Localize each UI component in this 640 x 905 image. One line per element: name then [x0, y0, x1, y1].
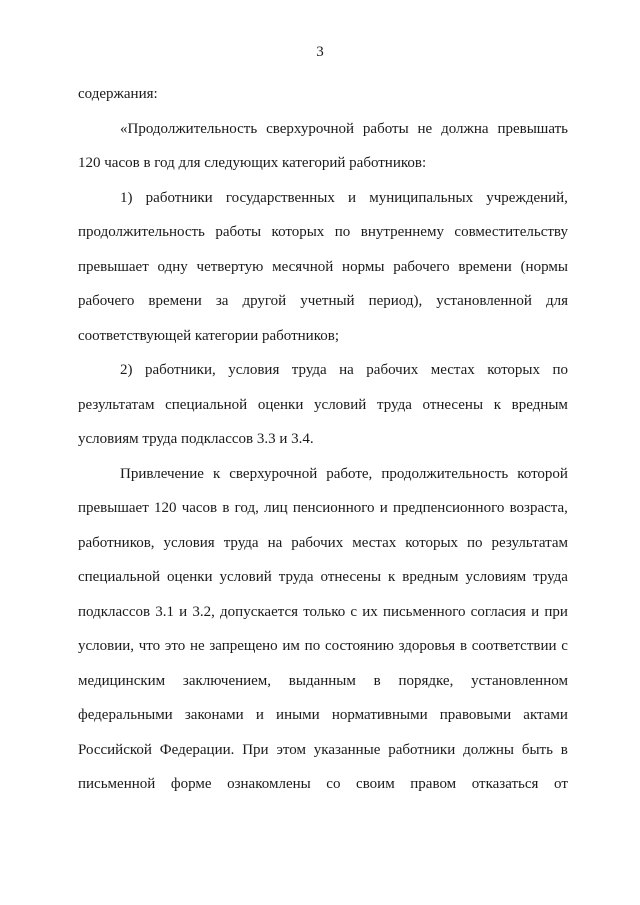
text-line: 120 часов в год для следующих категорий работников: — [78, 155, 427, 171]
word: которых — [271, 224, 325, 240]
word: на — [267, 534, 283, 551]
word: продолжительность — [78, 224, 205, 240]
text-line-justified — [78, 767, 568, 802]
word: «Продолжительность — [120, 120, 258, 137]
word: учреждений, — [486, 189, 568, 206]
word: письменного — [382, 603, 466, 620]
word: только — [303, 603, 346, 620]
word: работы — [215, 224, 262, 240]
word: которой — [517, 465, 568, 482]
word: работники — [388, 741, 456, 758]
text-line-justified — [78, 250, 568, 285]
word: рабочих — [366, 362, 419, 378]
word: не — [417, 120, 433, 137]
word: нормативными — [331, 707, 428, 723]
word: муниципальных — [369, 189, 474, 206]
word: установленном — [471, 672, 568, 689]
word: нормы — [342, 258, 385, 275]
word: 2) — [120, 362, 133, 378]
word: допускается — [220, 603, 299, 620]
word: возраста, — [509, 500, 568, 516]
word: оценки — [167, 569, 213, 585]
text-line: содержания: — [78, 86, 158, 102]
word: на — [339, 362, 354, 378]
word: их — [362, 603, 378, 620]
word: 1) — [120, 189, 133, 206]
word: результатам — [491, 534, 568, 551]
word: местах — [430, 362, 475, 378]
text-line-justified — [78, 284, 568, 319]
word: отнесены — [422, 396, 484, 413]
word: к — [212, 465, 221, 482]
word: четвертую — [196, 258, 264, 275]
text-line-justified — [78, 112, 568, 147]
text-line: соответствующей категории работников; — [78, 327, 339, 344]
word: соответствии — [471, 638, 557, 654]
word: за — [215, 293, 229, 309]
word: в — [222, 500, 230, 516]
word: времени — [148, 293, 202, 309]
word: федеральными — [78, 707, 173, 723]
word: правовыми — [439, 707, 512, 723]
word: по — [334, 224, 351, 240]
text-line-justified — [78, 388, 568, 423]
word: ознакомлены — [227, 776, 311, 792]
word: сверхурочной — [229, 465, 318, 482]
word: работники, — [144, 362, 216, 378]
word: условий — [219, 569, 272, 585]
word: (нормы — [520, 258, 568, 275]
word: результатам — [78, 396, 155, 413]
word: при — [544, 603, 568, 620]
word: медицинским — [78, 672, 166, 689]
word: здоровья — [398, 638, 456, 654]
word: указанные — [313, 741, 381, 758]
word: внутреннему — [360, 224, 444, 240]
word: заключением, — [182, 672, 272, 689]
word: согласия — [470, 603, 526, 620]
word: и — [531, 603, 540, 620]
word: работе, — [326, 465, 373, 482]
text-line-justified — [78, 526, 568, 561]
word: рабочего — [78, 293, 135, 309]
word: от — [554, 776, 568, 792]
word: отнесены — [320, 569, 382, 585]
word: иными — [276, 707, 320, 723]
word: которых — [405, 534, 459, 551]
word: это — [164, 638, 186, 654]
word: труда — [533, 569, 568, 585]
word: период), — [368, 293, 423, 309]
word: условиям — [465, 569, 527, 585]
word: условия — [228, 362, 280, 378]
word: не — [189, 638, 205, 654]
word: по — [304, 638, 321, 654]
word: условия — [163, 534, 215, 551]
word: труда — [376, 396, 412, 413]
word: государственных — [225, 189, 335, 206]
word: что — [138, 638, 161, 654]
word: работников, — [78, 534, 155, 551]
word: законами — [184, 707, 244, 723]
word: вредным — [402, 569, 459, 585]
word: превышает — [78, 500, 149, 516]
word: специальной — [165, 396, 248, 413]
text-line-justified — [78, 353, 568, 388]
word: для — [545, 293, 568, 309]
word: порядке, — [398, 672, 454, 689]
word: должна — [441, 120, 489, 137]
word: должны — [463, 741, 514, 758]
word: год, — [234, 500, 259, 516]
text-line-justified — [78, 733, 568, 768]
text-line-justified — [78, 698, 568, 733]
word: месячной — [272, 258, 334, 275]
word: превышает — [78, 258, 149, 275]
word: труда — [291, 362, 327, 378]
word: продолжительность — [381, 465, 509, 482]
word: со — [326, 776, 341, 792]
word: лиц — [264, 500, 288, 516]
text-line-justified — [78, 560, 568, 595]
word: 3.2, — [192, 603, 215, 620]
word: вредным — [511, 396, 568, 413]
word: в — [373, 672, 381, 689]
word: рабочих — [291, 534, 344, 551]
text-line-justified — [78, 181, 568, 216]
word: актами — [523, 707, 568, 723]
word: по — [552, 362, 568, 378]
word: условии, — [78, 638, 135, 654]
word: труда — [278, 569, 314, 585]
word: местах — [352, 534, 397, 551]
word: письменной — [78, 776, 156, 792]
word: этом — [276, 741, 306, 758]
word: Российской — [78, 741, 152, 758]
text-line-justified — [78, 491, 568, 526]
word: превышать — [497, 120, 568, 137]
word: с — [561, 638, 568, 654]
word: им — [282, 638, 300, 654]
word: часов — [181, 500, 218, 516]
word: и — [255, 707, 264, 723]
word: 3.1 — [155, 603, 174, 620]
word: по — [467, 534, 483, 551]
word: Федерации. — [159, 741, 235, 758]
word: 120 — [153, 500, 177, 516]
word: условий — [314, 396, 367, 413]
word: своим — [356, 776, 395, 792]
document-body — [78, 77, 568, 802]
word: и — [379, 500, 388, 516]
text-line-justified — [78, 215, 568, 250]
word: к — [493, 396, 501, 413]
word: одну — [157, 258, 188, 275]
word: специальной — [78, 569, 161, 585]
word: оценки — [257, 396, 304, 413]
word: установленной — [436, 293, 532, 309]
word: форме — [170, 776, 212, 792]
word: учетный — [300, 293, 355, 309]
word: рабочего — [393, 258, 450, 275]
word: работы — [362, 120, 409, 137]
word: быть — [521, 741, 553, 758]
text-line-justified — [78, 629, 568, 664]
text-line-justified — [78, 595, 568, 630]
word: в — [459, 638, 468, 654]
word: состоянию — [324, 638, 394, 654]
word: выданным — [288, 672, 356, 689]
word: отказаться — [471, 776, 539, 792]
word: и — [348, 189, 357, 206]
word: труда — [223, 534, 259, 551]
word: к — [388, 569, 396, 585]
word: времени — [458, 258, 512, 275]
text-line-justified — [78, 664, 568, 699]
word: совместительству — [454, 224, 568, 240]
page-number: 3 — [316, 44, 324, 60]
word: с — [350, 603, 358, 620]
word: работники — [145, 189, 213, 206]
word: которых — [487, 362, 541, 378]
word: в — [560, 741, 568, 758]
word: предпенсионного — [393, 500, 505, 516]
word: и — [179, 603, 188, 620]
word: пенсионного — [292, 500, 375, 516]
word: подклассов — [78, 603, 151, 620]
word: правом — [410, 776, 457, 792]
word: другой — [242, 293, 287, 309]
word: запрещено — [209, 638, 278, 654]
word: сверхурочной — [266, 120, 355, 137]
text-line: условиям труда подклассов 3.3 и 3.4. — [78, 431, 314, 447]
word: При — [242, 741, 269, 758]
text-line-justified — [78, 457, 568, 492]
word: Привлечение — [120, 465, 204, 482]
